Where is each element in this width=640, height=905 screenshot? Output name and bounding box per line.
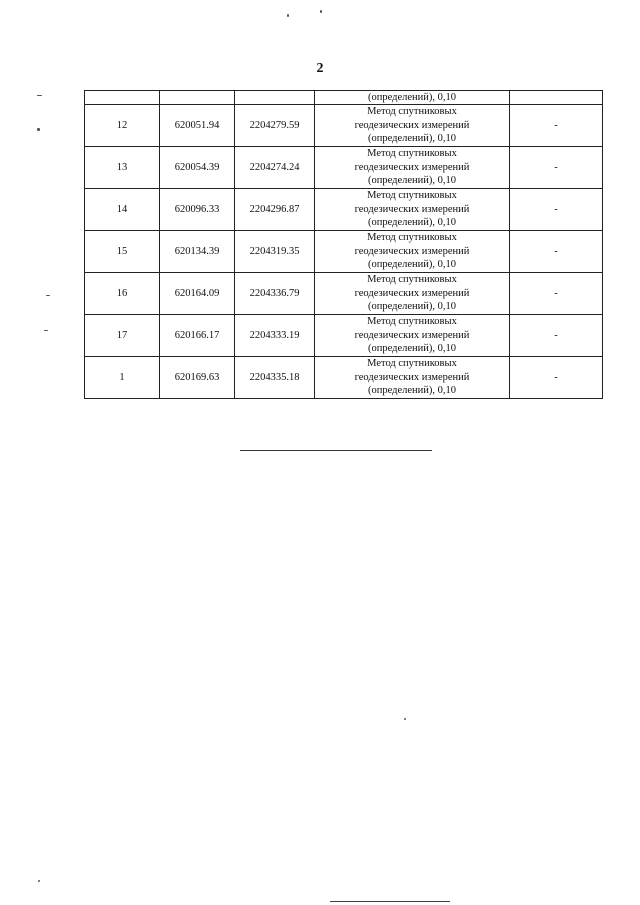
table-row	[85, 273, 603, 315]
method-cell	[315, 357, 510, 399]
method-cell	[315, 273, 510, 315]
note-cell: -	[510, 231, 603, 273]
method-line: Метод спутниковых	[367, 274, 457, 286]
scan-edge-line	[330, 901, 450, 902]
coordinates-table	[84, 90, 603, 399]
note-cell: -	[510, 147, 603, 189]
y-cell	[235, 91, 315, 105]
point-cell: 17	[85, 315, 160, 357]
x-cell: 620169.63	[160, 357, 235, 399]
method-line: Метод спутниковых	[367, 232, 457, 244]
method-line: (определений), 0,10	[367, 175, 457, 187]
method-line: (определений), 0,10	[367, 259, 457, 271]
note-cell: -	[510, 105, 603, 147]
x-cell	[160, 91, 235, 105]
y-cell: 2204279.59	[235, 105, 315, 147]
note-cell	[510, 91, 603, 105]
scan-speck	[37, 95, 42, 96]
scan-speck	[37, 128, 40, 131]
continuation-row	[85, 91, 603, 105]
method-line: геодезических измерений	[354, 371, 470, 383]
x-cell: 620096.33	[160, 189, 235, 231]
method-line: геодезических измерений	[354, 329, 470, 341]
scan-speck	[46, 295, 50, 296]
scan-speck	[404, 718, 406, 720]
method-line: Метод спутниковых	[367, 106, 457, 118]
y-cell: 2204333.19	[235, 315, 315, 357]
x-cell: 620054.39	[160, 147, 235, 189]
y-cell: 2204335.18	[235, 357, 315, 399]
note-cell: -	[510, 357, 603, 399]
method-line: (определений), 0,10	[367, 385, 457, 397]
point-cell: 15	[85, 231, 160, 273]
method-cell	[315, 315, 510, 357]
x-cell: 620166.17	[160, 315, 235, 357]
table-row	[85, 315, 603, 357]
page-number: 2	[316, 61, 324, 76]
y-cell: 2204336.79	[235, 273, 315, 315]
method-line: геодезических измерений	[354, 203, 470, 215]
table-row	[85, 357, 603, 399]
note-cell: -	[510, 273, 603, 315]
closing-rule	[240, 450, 432, 451]
scan-speck	[287, 14, 289, 17]
table-row	[85, 189, 603, 231]
method-cell	[315, 105, 510, 147]
method-line: (определений), 0,10	[367, 301, 457, 313]
table-row	[85, 147, 603, 189]
table-row	[85, 231, 603, 273]
method-line: Метод спутниковых	[367, 358, 457, 370]
point-cell: 13	[85, 147, 160, 189]
scan-speck	[38, 880, 40, 882]
point-cell	[85, 91, 160, 105]
y-cell: 2204274.24	[235, 147, 315, 189]
method-line: (определений), 0,10	[367, 217, 457, 229]
note-cell: -	[510, 189, 603, 231]
x-cell: 620051.94	[160, 105, 235, 147]
method-line: Метод спутниковых	[367, 190, 457, 202]
method-line: геодезических измерений	[354, 287, 470, 299]
method-cell	[315, 147, 510, 189]
method-cell	[315, 189, 510, 231]
table-row	[85, 105, 603, 147]
method-line: (определений), 0,10	[367, 133, 457, 145]
scan-speck	[44, 330, 48, 331]
method-line: геодезических измерений	[354, 161, 470, 173]
x-cell: 620134.39	[160, 231, 235, 273]
point-cell: 1	[85, 357, 160, 399]
scan-speck	[320, 10, 322, 13]
method-line: (определений), 0,10	[367, 343, 457, 355]
y-cell: 2204296.87	[235, 189, 315, 231]
method-cell: (определений), 0,10	[315, 91, 510, 105]
method-line: Метод спутниковых	[367, 316, 457, 328]
method-line: Метод спутниковых	[367, 148, 457, 160]
y-cell: 2204319.35	[235, 231, 315, 273]
method-line: геодезических измерений	[354, 245, 470, 257]
point-cell: 14	[85, 189, 160, 231]
point-cell: 16	[85, 273, 160, 315]
point-cell: 12	[85, 105, 160, 147]
x-cell: 620164.09	[160, 273, 235, 315]
note-cell: -	[510, 315, 603, 357]
method-line: геодезических измерений	[354, 119, 470, 131]
method-cell	[315, 231, 510, 273]
